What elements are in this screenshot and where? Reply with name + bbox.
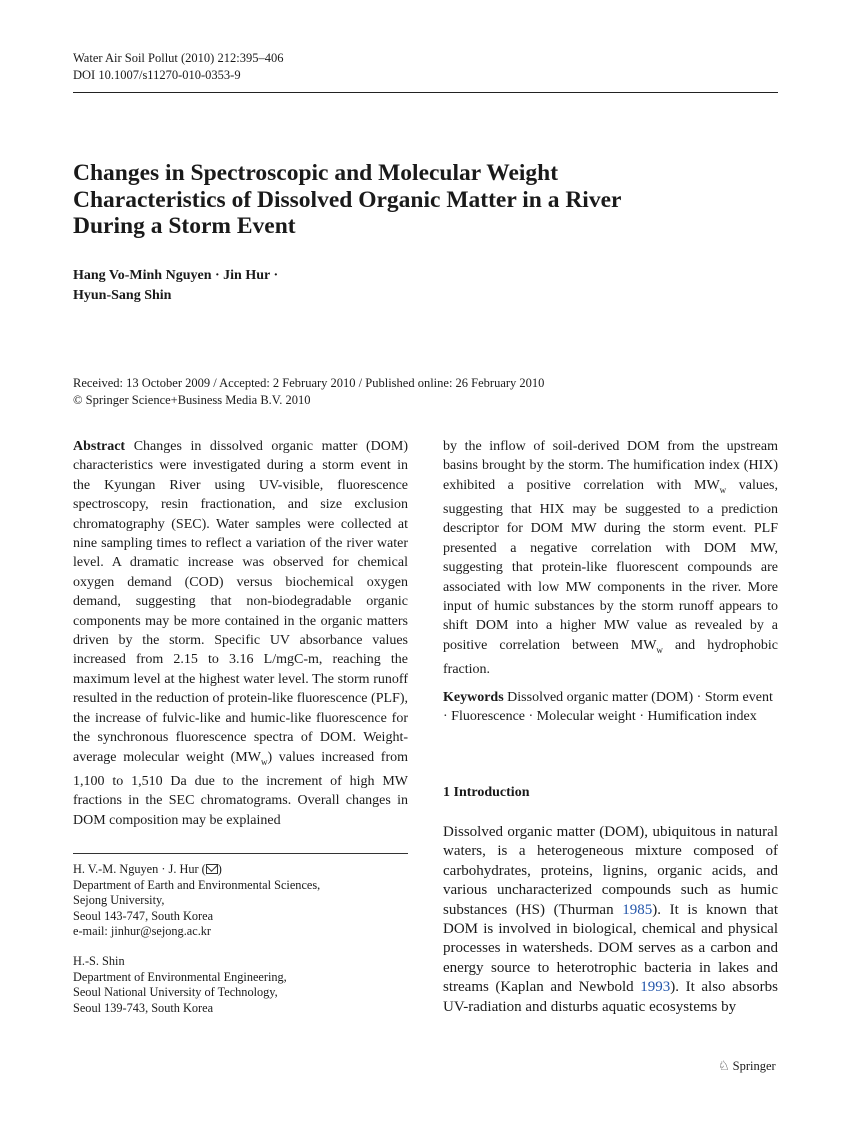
author-list	[73, 266, 278, 306]
subscript-w: w	[719, 484, 727, 495]
abstract-cont-2: values, suggesting that HIX may be suggested to a prediction descriptor for DOM MW during the storm event. PLF presented a negative correlation with DOM MW, suggesting that protein-like fluorescent compounds are associated with low MW components in the river. More input of humic substances by the storm runoff appears to shift DOM into a higher MW value as revealed by a positive correlation between MW	[443, 477, 779, 653]
affiliation-1-close: )	[217, 862, 222, 876]
header-rule	[73, 92, 778, 93]
title-line-2: Characteristics of Dissolved Organic Matter in a River	[73, 186, 622, 213]
keywords-block	[443, 688, 778, 727]
introduction-heading: 1 Introduction	[443, 785, 530, 800]
abstract-cont-1: by the inflow of soil-derived DOM from the upstream basins brought by the storm. The humification index (HIX) exhibited a positive correlation with MW	[443, 439, 778, 493]
envelope-icon[interactable]	[206, 864, 218, 874]
abstract-paragraph	[73, 437, 408, 830]
abstract-cont-3: and hydrophobic fraction.	[443, 637, 778, 678]
affiliation-1-authors	[73, 862, 408, 878]
paper-title	[73, 160, 778, 240]
abstract-column-left	[73, 437, 408, 830]
affiliation-2-dept: Department of Environmental Engineering,	[73, 969, 287, 984]
affiliation-1-email[interactable]: e-mail: jinhur@sejong.ac.kr	[73, 924, 212, 939]
abstract-continuation	[443, 437, 778, 679]
history-dates: Received: 13 October 2009 / Accepted: 2 February 2010 / Published online: 26 February 2010	[73, 376, 545, 390]
copyright-notice: © Springer Science+Business Media B.V. 2010	[73, 393, 311, 407]
intro-text-3: ). It also absorbs UV-radiation and disturbs aquatic ecosystems by	[443, 979, 778, 1015]
journal-citation: Water Air Soil Pollut (2010) 212:395–406	[73, 51, 284, 65]
affiliation-1-univ: Sejong University,	[73, 893, 165, 908]
affiliation-1-name: H. V.-M. Nguyen · J. Hur (	[73, 862, 206, 876]
abstract-column-right	[443, 437, 778, 679]
authors-line-1: Hang Vo-Minh Nguyen · Jin Hur ·	[73, 268, 279, 283]
affiliation-1-dept: Department of Earth and Environmental Sciences,	[73, 877, 321, 892]
springer-horse-icon: ♘	[718, 1058, 730, 1073]
authors-line-2: Hyun-Sang Shin	[73, 288, 172, 303]
citation-link-kaplan[interactable]: 1993	[640, 979, 671, 996]
affiliation-2	[73, 954, 408, 1016]
publisher-name: Springer	[732, 1059, 776, 1073]
affiliation-1-city: Seoul 143-747, South Korea	[73, 908, 214, 923]
subscript-w: w	[656, 644, 663, 655]
intro-text-1: Dissolved organic matter (DOM), ubiquitous in natural waters, is a heterogeneous mixture composed of carbohydrates, proteins, lignins, organic acids, and various uncharacterized compounds such as humic substances (HS) (Thurman	[443, 824, 778, 918]
abstract-text-2: ) values increased from 1,100 to 1,510 Da due to the increment of high MW fractions in the SEC chromatograms. Overall changes in DOM composition may be explained	[73, 749, 409, 828]
title-line-3: During a Storm Event	[73, 213, 296, 239]
affiliation-2-univ: Seoul National University of Technology,	[73, 985, 278, 1000]
article-history	[73, 375, 544, 409]
introduction-text	[443, 823, 778, 1017]
citation-link-thurman[interactable]: 1985	[622, 901, 653, 918]
footnote-rule	[73, 853, 408, 854]
title-line-1: Changes in Spectroscopic and Molecular Weight	[73, 160, 559, 186]
affiliation-2-city: Seoul 139-743, South Korea	[73, 1000, 214, 1015]
doi: DOI 10.1007/s11270-010-0353-9	[73, 68, 241, 82]
affiliation-1	[73, 862, 408, 940]
abstract-heading: Abstract	[73, 439, 126, 454]
subscript-w: w	[260, 756, 268, 767]
keywords-text: Dissolved organic matter (DOM) · Storm event · Fluorescence · Molecular weight · Humification index	[443, 690, 773, 725]
intro-text-2: ). It is known that DOM is involved in biological, chemical and physical processes in watersheds. DOM serves as a carbon and energy source to heterotrophic bacteria in lakes and streams (Kaplan and Newbold	[443, 901, 779, 996]
keywords-heading: Keywords	[443, 690, 504, 705]
affiliation-2-name: H.-S. Shin	[73, 954, 125, 968]
abstract-text-1: Changes in dissolved organic matter (DOM) characteristics were investigated during a storm event in the Kyungan River using UV-visible, fluorescence spectroscopy, resin fractionation, and size exclusion chromatography (SEC). Water samples were collected at nine sampling times to reflect a variation of the river water level. A dramatic increase was observed for chemical oxygen demand (COD) versus biochemical oxygen demand, suggesting that non-biodegradable organic components may be more contained in the organic matters driven by the storm. Specific UV absorbance values increased from 2.15 to 3.16 L/mgC-m, reaching the maximum level at the highest water level. The storm runoff resulted in the reduction of protein-like fluorescence (PLF), the increase of fulvic-like and humic-like fluorescence for the synchronous fluorescence spectra of DOM. Weight-average molecular weight (MW	[73, 439, 408, 765]
publisher-logo	[718, 1058, 776, 1074]
